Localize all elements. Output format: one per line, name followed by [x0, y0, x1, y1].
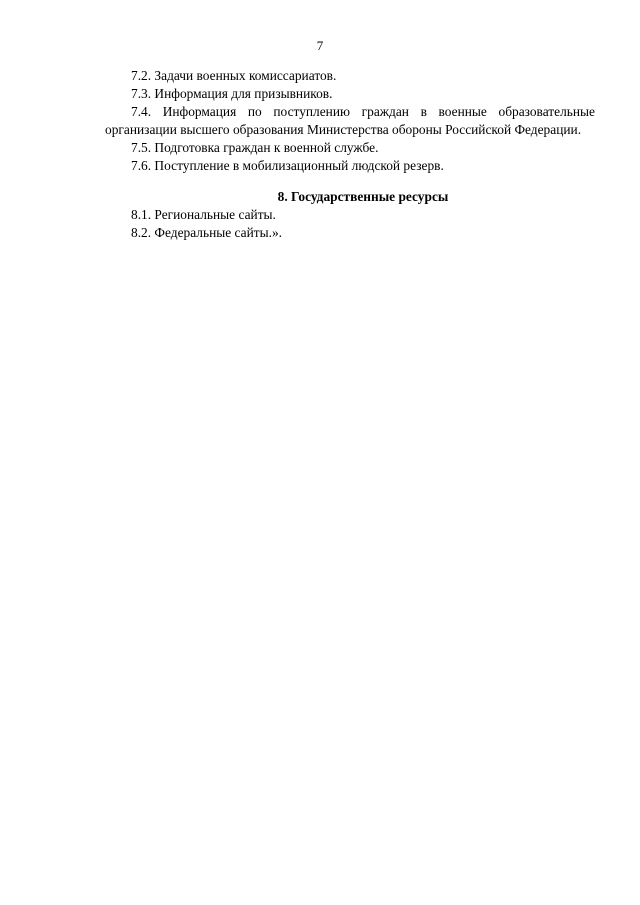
list-item: 8.2. Федеральные сайты.». — [131, 225, 282, 240]
list-item: 7.3. Информация для призывников. — [131, 86, 333, 101]
list-item: 7.4. Информация по поступлению граждан в военные образовательные организации высшего образования Министерства обороны Российской Федерации. — [105, 104, 595, 137]
list-item: 8.1. Региональные сайты. — [131, 207, 276, 222]
list-item: 7.6. Поступление в мобилизационный людской резерв. — [131, 158, 444, 173]
page-number: 7 — [316, 38, 324, 53]
list-item: 7.5. Подготовка граждан к военной службе. — [131, 140, 379, 155]
list-item: 7.2. Задачи военных комиссариатов. — [131, 68, 337, 83]
document-body — [105, 67, 595, 242]
section-heading: 8. Государственные ресурсы — [277, 189, 449, 204]
